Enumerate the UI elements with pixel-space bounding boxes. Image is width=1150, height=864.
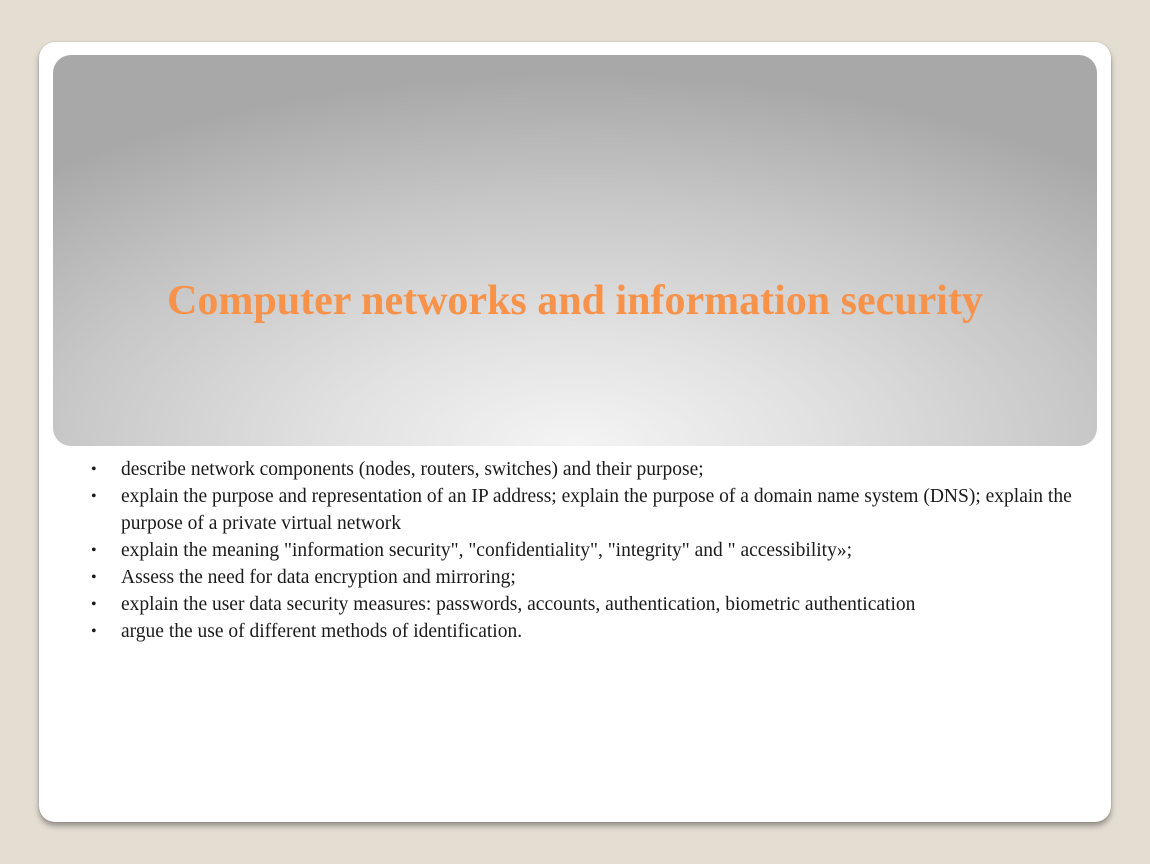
slide [39, 42, 1111, 822]
bullet-dot-icon: • [91, 623, 97, 640]
bullet-item [91, 456, 1091, 483]
bullet-text: explain the purpose and representation of an IP address; explain the purpose of a domain name system (DNS); explain the purpose of a private virtual network [121, 486, 1072, 534]
bullet-item [91, 564, 1091, 591]
bullet-text: explain the meaning "information security", "confidentiality", "integrity" and " accessibility»; [121, 540, 852, 561]
bullet-item [91, 537, 1091, 564]
bullet-text: argue the use of different methods of identification. [121, 621, 523, 642]
bullet-list [91, 456, 1091, 645]
bullet-item [91, 618, 1091, 645]
bullet-text: Assess the need for data encryption and mirroring; [121, 567, 516, 588]
bullet-dot-icon: • [91, 596, 97, 613]
bullet-text: explain the user data security measures: passwords, accounts, authentication, biometric authentication [121, 594, 916, 615]
bullet-text: describe network components (nodes, routers, switches) and their purpose; [121, 459, 704, 480]
bullet-item [91, 483, 1091, 537]
bullet-dot-icon: • [91, 569, 97, 586]
slide-title: Computer networks and information security [167, 278, 983, 324]
bullet-item [91, 591, 1091, 618]
title-panel [53, 55, 1097, 446]
bullet-dot-icon: • [91, 488, 97, 505]
bullet-dot-icon: • [91, 542, 97, 559]
bullet-dot-icon: • [91, 461, 97, 478]
